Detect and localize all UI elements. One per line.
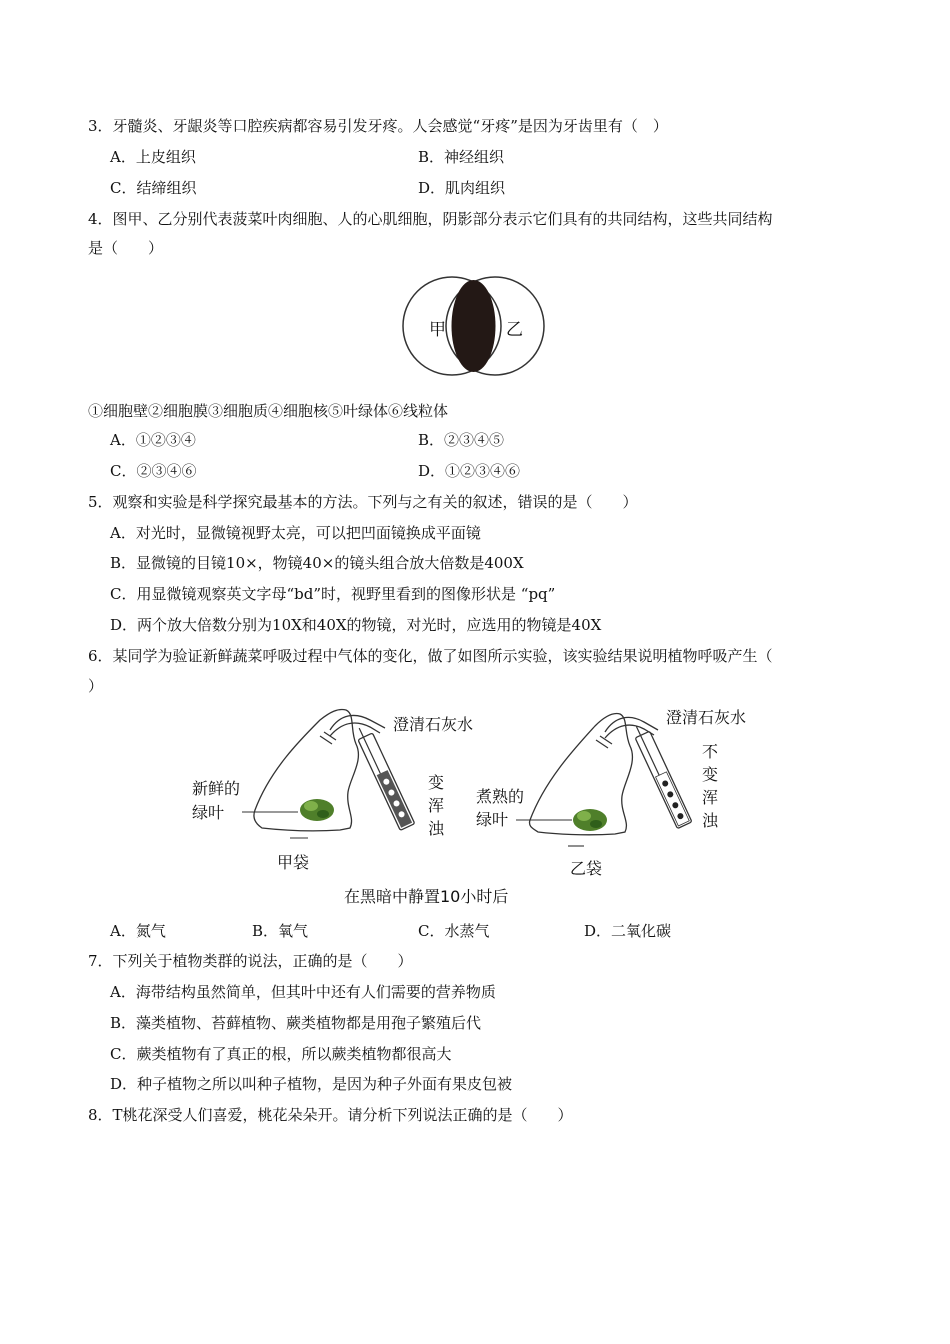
question-4-option-c: C．②③④⑥	[110, 462, 197, 480]
cooked-leaf-icon	[573, 809, 607, 831]
figure-caption: 在黑暗中静置10小时后	[344, 887, 509, 906]
venn-label-left: 甲	[429, 320, 446, 340]
question-4-option-d: D．①②③④⑥	[418, 462, 521, 480]
label-bag-a: 甲袋	[277, 853, 310, 872]
label-not-turbid-1: 不	[702, 742, 719, 761]
question-3-option-b: B．神经组织	[418, 148, 505, 166]
question-6-option-c: C．水蒸气	[418, 922, 490, 940]
label-turbid-1: 变	[428, 773, 445, 792]
fresh-leaf-icon	[300, 799, 334, 821]
label-not-turbid-2: 变	[702, 765, 719, 784]
label-turbid-3: 浊	[428, 819, 445, 838]
question-7-stem: 7．下列关于植物类群的说法，正确的是（ ）	[88, 952, 413, 970]
question-7-option-d: D．种子植物之所以叫种子植物，是因为种子外面有果皮包被	[110, 1075, 513, 1093]
question-7-option-a: A．海带结构虽然简单，但其叶中还有人们需要的营养物质	[110, 983, 496, 1001]
question-5-option-c: C．用显微镜观察英文字母“bd”时，视野里看到的图像形状是 “pq”	[110, 585, 556, 603]
question-3-stem: 3．牙髓炎、牙龈炎等口腔疾病都容易引发牙疼。人会感觉“牙疼”是因为牙齿里有（ ）	[88, 117, 668, 135]
respiration-experiment-figure	[180, 700, 770, 910]
venn-label-right: 乙	[506, 320, 523, 340]
question-4-stem-line2: 是（ ）	[88, 239, 164, 257]
question-5-option-d: D．两个放大倍数分别为10X和40X的物镜，对光时，应选用的物镜是40X	[110, 616, 602, 634]
question-6-stem-line1: 6．某同学为验证新鲜蔬菜呼吸过程中气体的变化，做了如图所示实验，该实验结果说明植物呼吸产生（	[88, 647, 773, 665]
question-3-option-d: D．肌肉组织	[418, 179, 506, 197]
label-bag-b: 乙袋	[570, 859, 603, 878]
label-fresh-leaf-1: 新鲜的	[192, 779, 241, 798]
label-not-turbid-3: 浑	[702, 788, 719, 807]
question-4-stem-line1: 4．图甲、乙分别代表菠菜叶肉细胞、人的心肌细胞，阴影部分表示它们具有的共同结构，这些共同结构	[88, 210, 773, 228]
question-5-option-b: B．显微镜的目镜10×，物镜40×的镜头组合放大倍数是400X	[110, 554, 524, 572]
label-turbid-2: 浑	[428, 796, 445, 815]
label-cooked-leaf-2: 绿叶	[476, 810, 509, 829]
question-8-stem: 8．T桃花深受人们喜爱，桃花朵朵开。请分析下列说法正确的是（ ）	[88, 1106, 573, 1124]
bag-b-apparatus	[516, 714, 692, 847]
question-6-stem-line2: ）	[88, 677, 104, 695]
question-6-option-b: B．氧气	[252, 922, 309, 940]
question-3-option-c: C．结缔组织	[110, 179, 197, 197]
venn-diagram	[400, 268, 550, 386]
question-3-option-a: A．上皮组织	[110, 148, 196, 166]
question-6-option-a: A．氮气	[110, 922, 166, 940]
question-4-items: ①细胞壁②细胞膜③细胞质④细胞核⑤叶绿体⑥线粒体	[88, 402, 449, 420]
label-limewater-b: 澄清石灰水	[666, 708, 747, 727]
question-7-option-b: B．藻类植物、苔藓植物、蕨类植物都是用孢子繁殖后代	[110, 1014, 482, 1032]
bag-a-apparatus	[242, 709, 415, 838]
question-4-option-a: A．①②③④	[110, 431, 196, 449]
question-5-stem: 5．观察和实验是科学探究最基本的方法。下列与之有关的叙述，错误的是（ ）	[88, 493, 638, 511]
question-5-option-a: A．对光时，显微镜视野太亮，可以把凹面镜换成平面镜	[110, 524, 481, 542]
label-cooked-leaf-1: 煮熟的	[476, 787, 525, 806]
question-7-option-c: C．蕨类植物有了真正的根，所以蕨类植物都很高大	[110, 1045, 452, 1063]
question-6-option-d: D．二氧化碳	[584, 922, 672, 940]
venn-overlap-shaded	[452, 280, 496, 372]
label-not-turbid-4: 浊	[702, 811, 719, 830]
label-limewater-a: 澄清石灰水	[393, 715, 474, 734]
question-4-option-b: B．②③④⑤	[418, 431, 505, 449]
label-fresh-leaf-2: 绿叶	[192, 803, 225, 822]
